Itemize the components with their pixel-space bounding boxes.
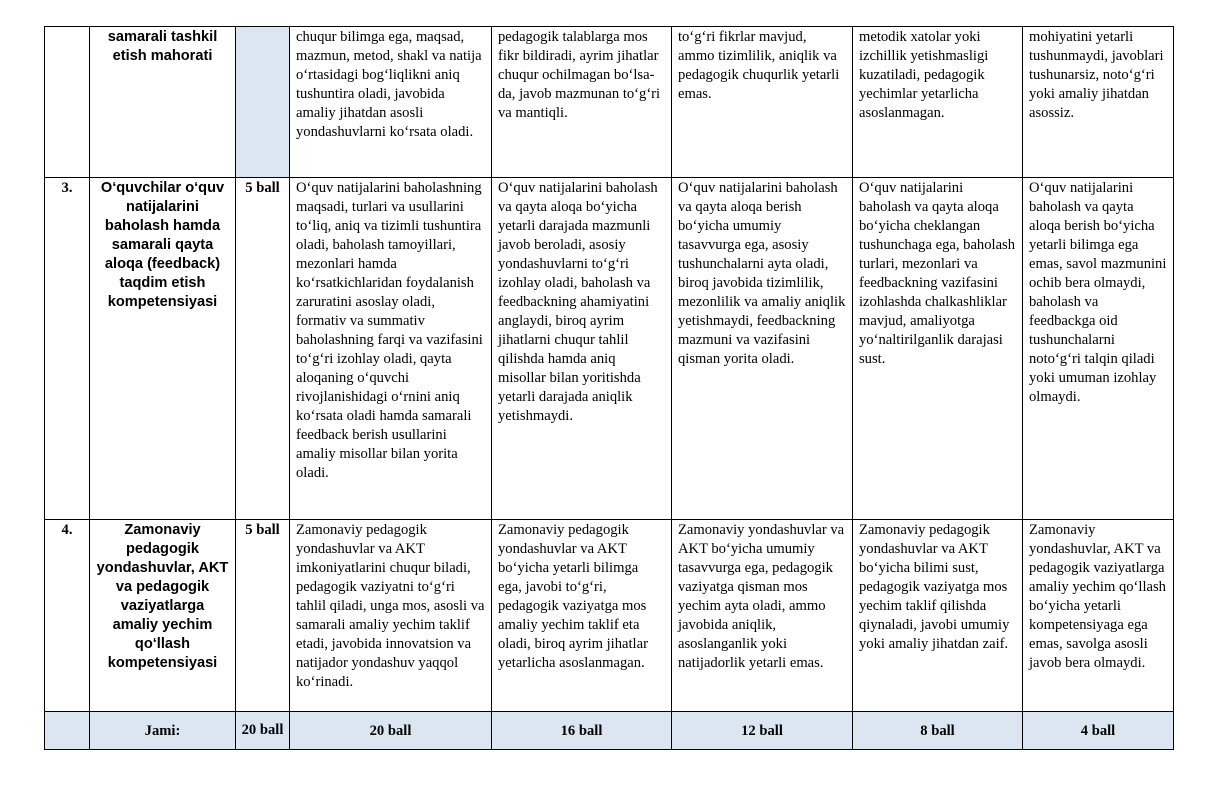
level-satisfactory: Zamonaviy yondashuvlar va AKT bo‘yicha umumiy tasavvurga ega, pedagogik vaziyatga qisman mos yechim ayta oladi, ammo javobida aniqlik, asoslanganlik yoki natijadorlik yetarli emas. (672, 520, 853, 712)
row-number: 4. (45, 520, 90, 712)
total-max-score: 20 ball (236, 712, 290, 750)
table-row (45, 27, 1174, 178)
row-number: 3. (45, 178, 90, 520)
total-level-satisfactory: 12 ball (672, 712, 853, 750)
level-excellent: Zamonaviy pedagogik yondashuvlar va AKT imkoniyatlarini chuqur biladi, pedagogik vaziyatni to‘g‘ri tahlil qiladi, unga mos, asosli va samarali amaliy yechim taklif etadi, javobida innovatsion va natijador yondashuv yaqqol ko‘rinadi. (290, 520, 492, 712)
level-weak: metodik xatolar yoki izchillik yetishmasligi kuzatiladi, pedagogik yechimlar yetarlicha asoslanmagan. (853, 27, 1023, 178)
max-score: 5 ball (236, 520, 290, 712)
level-satisfactory: to‘g‘ri fikrlar mavjud, ammo tizimlilik, aniqlik va pedagogik chuqurlik yetarli emas. (672, 27, 853, 178)
max-score (236, 27, 290, 178)
level-excellent: chuqur bilimga ega, maqsad, mazmun, metod, shakl va natija o‘rtasidagi bog‘liqlikni aniq tushuntira oladi, javobida amaliy jihatdan asosli yondashuvlarni ko‘rsata oladi. (290, 27, 492, 178)
criterion-name: samarali tashkil etish mahorati (90, 27, 236, 178)
criterion-name: O‘quvchilar o‘quv natijalarini baholash hamda samarali qayta aloqa (feedback) taqdim etish kompetensiyasi (90, 178, 236, 520)
total-level-excellent: 20 ball (290, 712, 492, 750)
total-level-good: 16 ball (492, 712, 672, 750)
level-good: O‘quv natijalarini baholash va qayta aloqa bo‘yicha yetarli darajada mazmunli javob beroladi, asosiy yondashuvlarni to‘g‘ri izohlay oladi, baholash va feedbackning ahamiyatini anglaydi, biroq ayrim jihatlarni chuqur tahlil qilishda hamda aniq misollar bilan yoritishda yetarli darajada aniqlik yetishmaydi. (492, 178, 672, 520)
level-good: pedagogik talablarga mos fikr bildiradi, ayrim jihatlar chuqur ochilmagan bo‘lsa-da, javob mazmunan to‘g‘ri va mantiqli. (492, 27, 672, 178)
row-number (45, 27, 90, 178)
total-level-poor: 4 ball (1023, 712, 1174, 750)
level-good: Zamonaviy pedagogik yondashuvlar va AKT bo‘yicha yetarli bilimga ega, javobi to‘g‘ri, pedagogik vaziyatga mos amaliy yechim taklif eta oladi, biroq ayrim jihatlar yetarlicha asoslanmagan. (492, 520, 672, 712)
assessment-rubric-table (44, 26, 1174, 750)
max-score: 5 ball (236, 178, 290, 520)
total-level-weak: 8 ball (853, 712, 1023, 750)
total-row (45, 712, 1174, 750)
level-poor: mohiyatini yetarli tushunmaydi, javoblari tushunarsiz, noto‘g‘ri yoki amaliy jihatdan asossiz. (1023, 27, 1174, 178)
level-poor: O‘quv natijalarini baholash va qayta aloqa berish bo‘yicha yetarli bilimga ega emas, savol mazmunini ochib bera olmaydi, baholash va feedbackga oid tushunchalarni noto‘g‘ri talqin qiladi yoki umuman izohlay olmaydi. (1023, 178, 1174, 520)
level-weak: O‘quv natijalarini baholash va qayta aloqa bo‘yicha cheklangan tushunchaga ega, baholash turlari, mezonlari va feedbackning vazifasini izohlashda chalkashliklar mavjud, amaliyotga yo‘naltirilganlik darajasi sust. (853, 178, 1023, 520)
level-poor: Zamonaviy yondashuvlar, AKT va pedagogik vaziyatlarga amaliy yechim qo‘llash bo‘yicha yetarli kompetensiyaga ega emas, savolga asosli javob bera olmaydi. (1023, 520, 1174, 712)
level-weak: Zamonaviy pedagogik yondashuvlar va AKT bo‘yicha bilimi sust, pedagogik vaziyatga mos yechim taklif qilishda qiynaladi, javobi umumiy yoki amaliy jihatdan zaif. (853, 520, 1023, 712)
level-excellent: O‘quv natijalarini baholashning maqsadi, turlari va usullarini to‘liq, aniq va tizimli tushuntira oladi, baholash tamoyillari, mezonlari hamda ko‘rsatkichlaridan foydalanish zaruratini asoslay oladi, formativ va summativ baholashning farqi va vazifasini to‘g‘ri izohlay oladi, qayta aloqaning o‘quvchi rivojlanishidagi o‘rnini aniq ko‘rsata oladi hamda samarali feedback berish usullarini amaliy misollar bilan yorita oladi. (290, 178, 492, 520)
level-satisfactory: O‘quv natijalarini baholash va qayta aloqa berish bo‘yicha umumiy tasavvurga ega, asosiy tushunchalarni ayta oladi, biroq javobida tizimlilik, mezonlilik va amaliy aniqlik yetishmaydi, feedbackning mazmuni va vazifasini qisman yorita oladi. (672, 178, 853, 520)
total-label: Jami: (90, 712, 236, 750)
table-row (45, 178, 1174, 520)
table-row (45, 520, 1174, 712)
total-empty-cell (45, 712, 90, 750)
criterion-name: Zamonaviy pedagogik yondashuvlar, AKT va pedagogik vaziyatlarga amaliy yechim qo‘llash kompetensiyasi (90, 520, 236, 712)
